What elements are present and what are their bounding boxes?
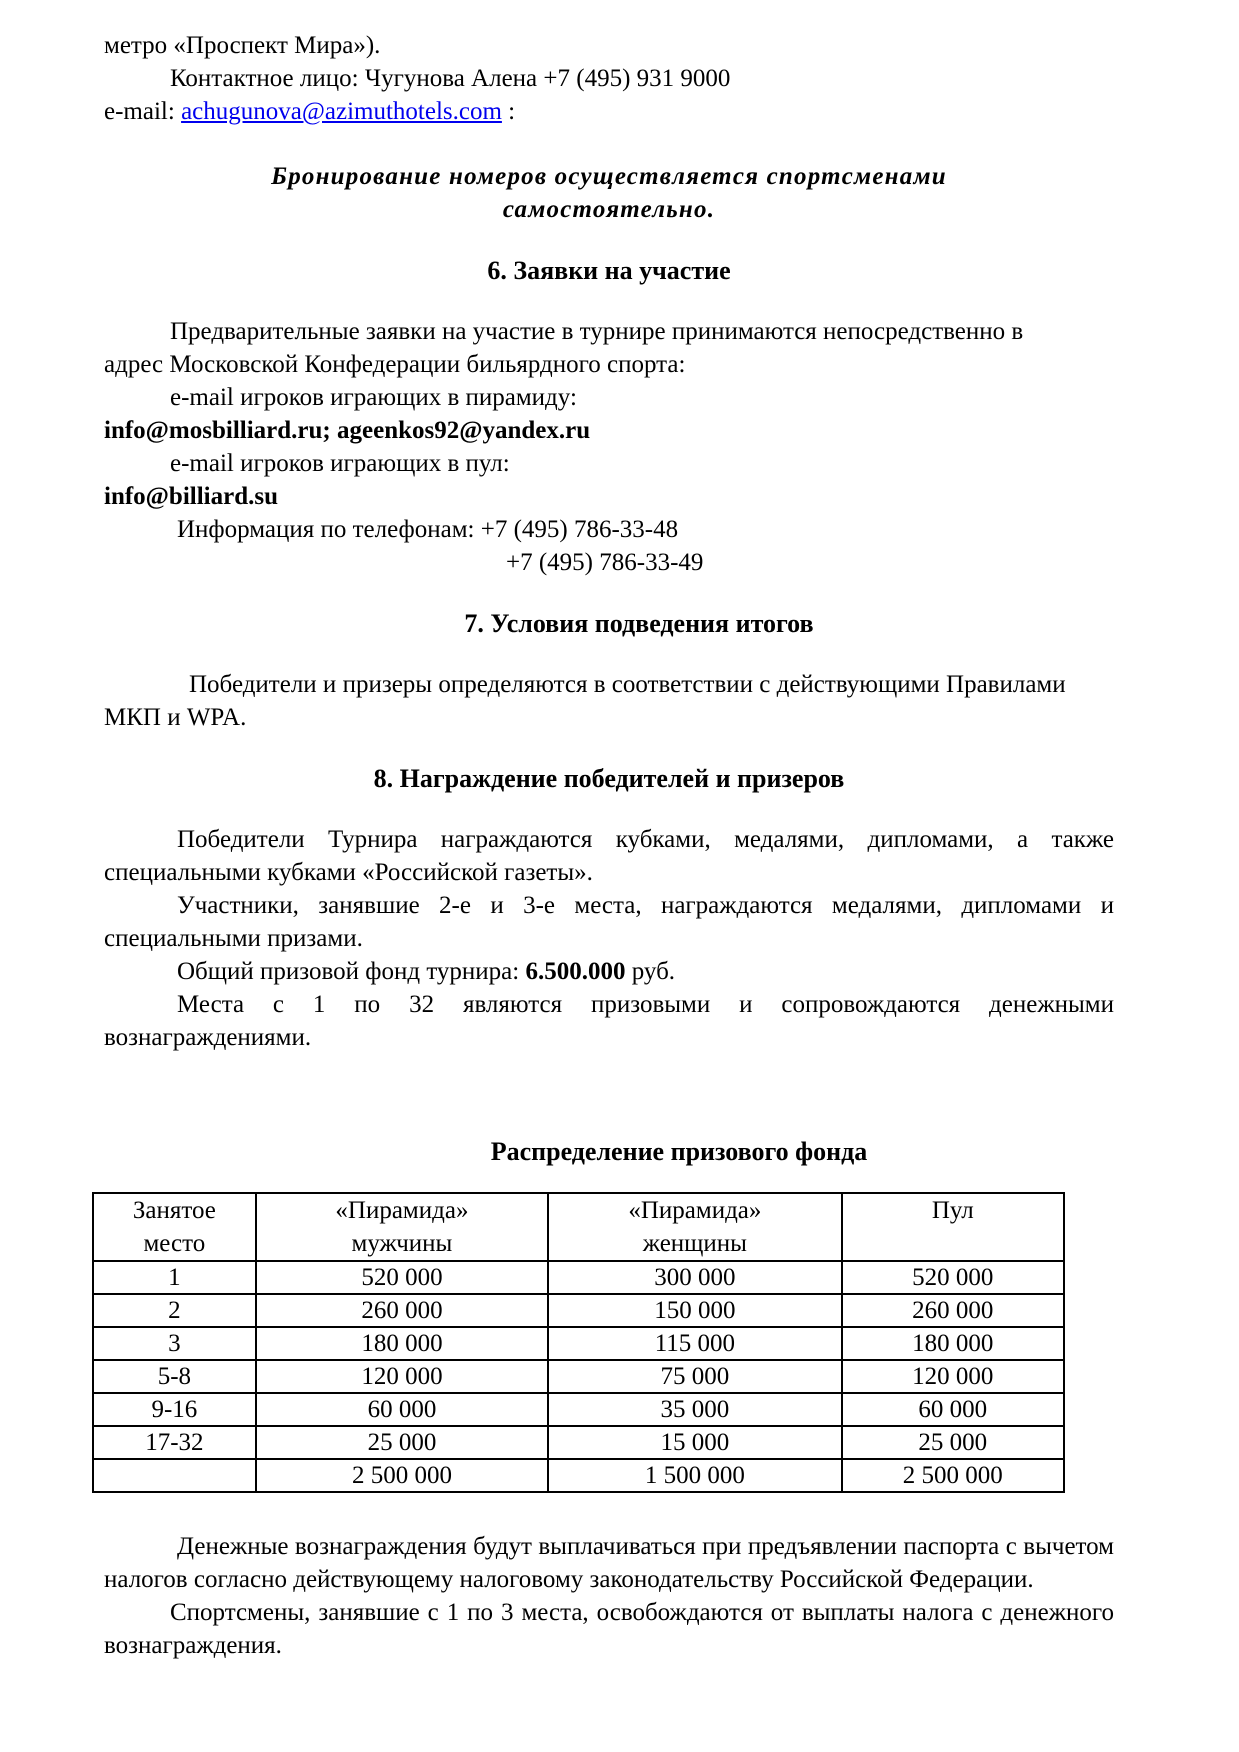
header-line-1: «Пирамида» (335, 1197, 469, 1224)
pyramid-email-label: e-mail игроков играющих в пирамиду: (170, 384, 577, 411)
cell-pool: 520 000 (842, 1261, 1064, 1294)
prize-fund-line (104, 955, 1114, 988)
cell-pool: 60 000 (842, 1393, 1064, 1426)
pool-email[interactable]: info@billiard.su (104, 483, 278, 510)
prize-fund-value: 6.500.000 (525, 958, 626, 985)
cell-pool: 260 000 (842, 1294, 1064, 1327)
spacer (104, 795, 1114, 823)
cell-place (93, 1459, 256, 1492)
cell-pyramid-women: 75 000 (548, 1360, 841, 1393)
header-line-2: место (143, 1230, 206, 1257)
section-8-para-2: Участники, занявшие 2-е и 3-е места, награждаются медалями, дипломами и специальными призами. (104, 892, 1114, 952)
cell-total-pool: 2 500 000 (842, 1459, 1064, 1492)
prize-distribution-table (92, 1192, 1065, 1493)
section-6-title: 6. Заявки на участие (487, 256, 731, 285)
phones-line: Информация по телефонам: +7 (495) 786-33-48 (177, 516, 679, 543)
email-line (104, 95, 1114, 128)
booking-note: Бронирование номеров осуществляется спортсменами самостоятельно. (271, 163, 947, 223)
table-row (93, 1327, 1064, 1360)
cell-pyramid-women: 300 000 (548, 1261, 841, 1294)
spacer (104, 287, 1114, 315)
header-line-1: Пул (931, 1197, 974, 1224)
table-row (93, 1261, 1064, 1294)
cell-place: 5-8 (93, 1360, 256, 1393)
cell-pyramid-men: 60 000 (256, 1393, 548, 1426)
contact-line: Контактное лицо: Чугунова Алена +7 (495) 931 9000 (170, 65, 731, 92)
table-row (93, 1360, 1064, 1393)
header-line-2: женщины (642, 1230, 747, 1257)
spacer (104, 579, 1114, 607)
cell-place: 3 (93, 1327, 256, 1360)
section-8-para-4: Места с 1 по 32 являются призовыми и сопровождаются денежными вознаграждениями. (104, 991, 1114, 1051)
header-line-1: «Пирамида» (628, 1197, 762, 1224)
table-header-row (93, 1193, 1064, 1261)
email-after: : (501, 98, 516, 125)
pyramid-emails[interactable]: info@mosbilliard.ru; ageenkos92@yandex.ru (104, 417, 591, 444)
phone-2: +7 (495) 786-33-49 (506, 549, 704, 576)
pool-email-label: e-mail игроков играющих в пул: (170, 450, 510, 477)
prize-fund-prefix: Общий призовой фонд турнира: (177, 958, 526, 985)
section-7-para: Победители и призеры определяются в соответствии с действующими Правилами МКП и WPA. (104, 671, 1066, 731)
cell-place: 9-16 (93, 1393, 256, 1426)
table-row (93, 1393, 1064, 1426)
cell-place: 2 (93, 1294, 256, 1327)
cell-pyramid-women: 150 000 (548, 1294, 841, 1327)
spacer (104, 640, 1114, 668)
metro-line: метро «Проспект Мира»). (104, 32, 381, 59)
cell-pool: 180 000 (842, 1327, 1064, 1360)
email-label: e-mail (104, 98, 168, 125)
header-place (93, 1193, 256, 1261)
section-7-title: 7. Условия подведения итогов (464, 609, 814, 638)
cell-pyramid-men: 520 000 (256, 1261, 548, 1294)
cell-pool: 25 000 (842, 1426, 1064, 1459)
header-pyramid-men (256, 1193, 548, 1261)
cell-pyramid-women: 115 000 (548, 1327, 841, 1360)
document-page (104, 29, 1114, 1054)
closing-section (104, 1530, 1114, 1662)
closing-para-2: Спортсмены, занявшие с 1 по 3 места, освобождаются от выплаты налога с денежного вознаграждения. (104, 1599, 1114, 1659)
table-total-row (93, 1459, 1064, 1492)
hotel-email-link[interactable]: achugunova@azimuthotels.com (181, 98, 502, 125)
table-row (93, 1294, 1064, 1327)
closing-para-1: Денежные вознаграждения будут выплачиваться при предъявлении паспорта с вычетом налогов согласно действующему налоговому законодательству Российской Федерации. (104, 1533, 1114, 1593)
header-pyramid-women (548, 1193, 841, 1261)
spacer (104, 128, 1114, 160)
cell-pyramid-men: 25 000 (256, 1426, 548, 1459)
cell-pyramid-men: 180 000 (256, 1327, 548, 1360)
cell-total-pyramid-men: 2 500 000 (256, 1459, 548, 1492)
cell-place: 17-32 (93, 1426, 256, 1459)
section-8-title: 8. Награждение победителей и призеров (373, 764, 845, 793)
cell-place: 1 (93, 1261, 256, 1294)
section-8-para-1: Победители Турнира награждаются кубками, медалями, дипломами, а также специальными кубками «Российской газеты». (104, 826, 1114, 886)
cell-total-pyramid-women: 1 500 000 (548, 1459, 841, 1492)
email-sep: : (167, 98, 182, 125)
prize-table-title: Распределение призового фонда (490, 1137, 868, 1166)
spacer (104, 734, 1114, 762)
cell-pyramid-women: 35 000 (548, 1393, 841, 1426)
header-line-2: мужчины (351, 1230, 453, 1257)
cell-pool: 120 000 (842, 1360, 1064, 1393)
spacer (104, 226, 1114, 254)
prize-fund-suffix: руб. (625, 958, 676, 985)
section-6-para: Предварительные заявки на участие в турнире принимаются непосредственно в адрес Московской Конфедерации бильярдного спорта: (104, 318, 1024, 378)
table-row (93, 1426, 1064, 1459)
cell-pyramid-men: 260 000 (256, 1294, 548, 1327)
header-pool (842, 1193, 1064, 1261)
header-line-1: Занятое (132, 1197, 216, 1224)
cell-pyramid-women: 15 000 (548, 1426, 841, 1459)
cell-pyramid-men: 120 000 (256, 1360, 548, 1393)
